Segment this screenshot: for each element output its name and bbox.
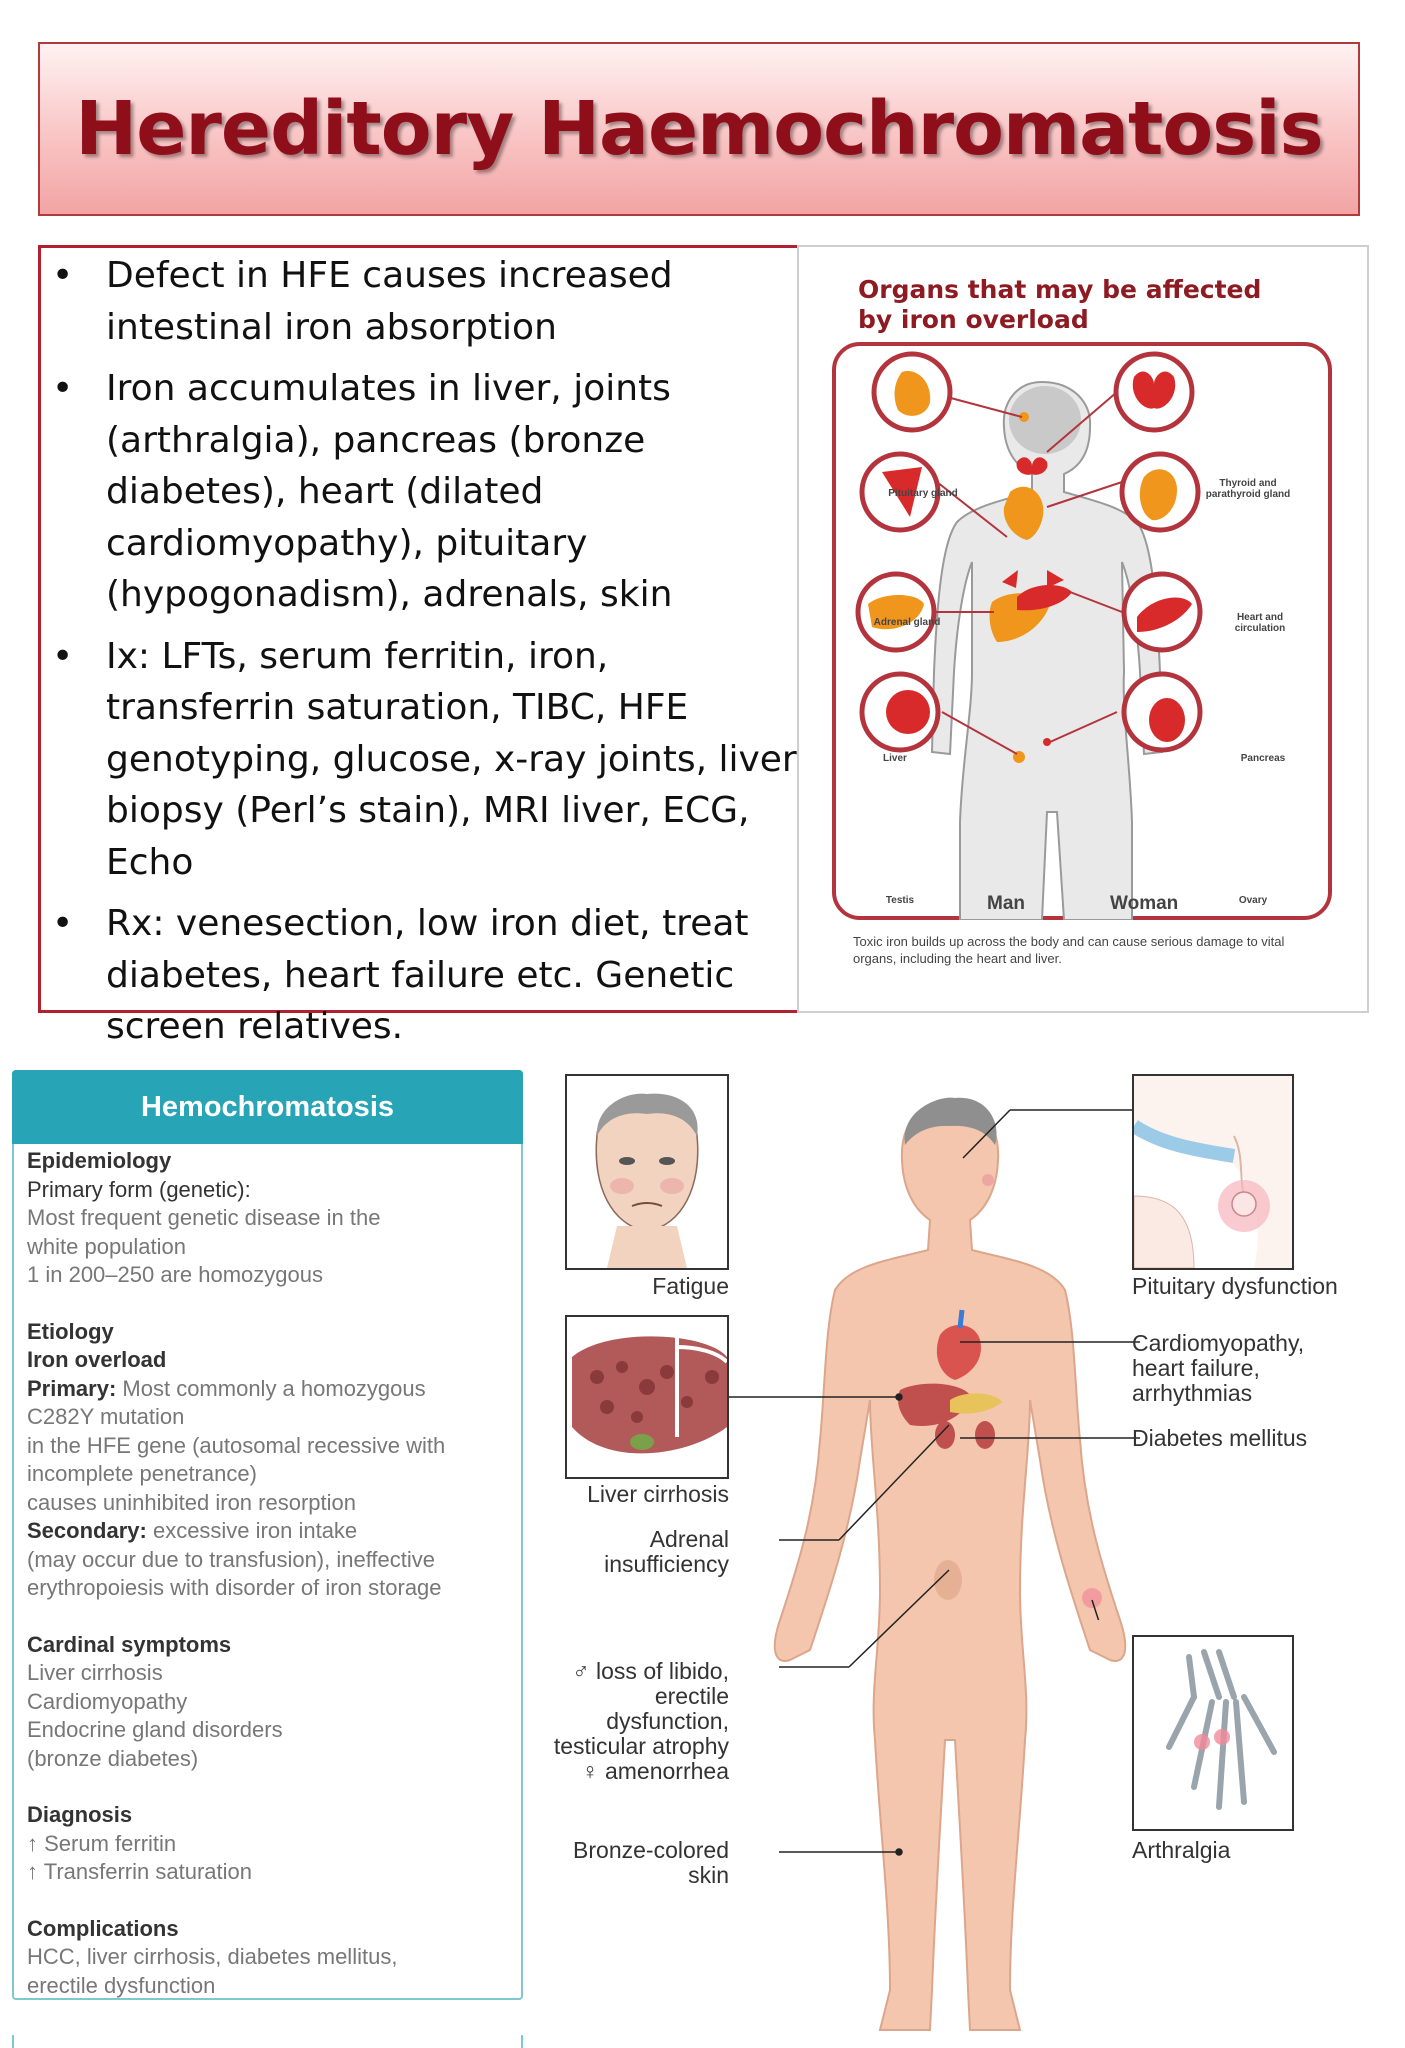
title-banner bbox=[38, 42, 1360, 216]
section-diagnosis bbox=[27, 1801, 517, 1887]
label-cardiomyopathy bbox=[1132, 1331, 1372, 1406]
label-woman: Woman bbox=[1110, 893, 1179, 914]
section-subheading: Primary form (genetic): bbox=[27, 1176, 251, 1202]
label-pituitary-dysfunction: Pituitary dysfunction bbox=[1132, 1273, 1338, 1299]
arthralgia-image bbox=[1132, 1635, 1294, 1831]
section-line: C282Y mutation bbox=[27, 1404, 185, 1429]
organs-figure-title: Organs that may be affected by iron overload bbox=[858, 275, 1262, 334]
label-cardio-line: arrhythmias bbox=[1132, 1380, 1253, 1406]
section-symptoms bbox=[27, 1631, 517, 1774]
section-heading: Epidemiology bbox=[27, 1148, 172, 1173]
label-man: Man bbox=[987, 893, 1025, 914]
section-line: Cardiomyopathy bbox=[27, 1688, 188, 1714]
section-line: ↑ Serum ferritin bbox=[27, 1830, 177, 1856]
label-testis: Testis bbox=[885, 895, 915, 906]
section-line: (bronze diabetes) bbox=[27, 1745, 199, 1771]
label-heart: Heart and circulation bbox=[1234, 612, 1286, 634]
label-thyroid: Thyroid and parathyroid gland bbox=[1205, 478, 1291, 500]
label-adrenal-line: Adrenal bbox=[649, 1526, 729, 1552]
pituitary-image bbox=[1132, 1074, 1294, 1270]
section-line: in the HFE gene (autosomal recessive with bbox=[27, 1432, 446, 1458]
page-title: Hereditory Haemochromatosis bbox=[75, 86, 1323, 172]
label-bronze-line: Bronze-colored bbox=[573, 1837, 729, 1863]
section-complications bbox=[27, 1915, 517, 2001]
primary-label: Primary: bbox=[27, 1375, 117, 1401]
section-heading: Complications bbox=[27, 1915, 179, 1941]
bullet-item: • Rx: venesection, low iron diet, treat diabetes, heart failure etc. Genetic screen relatives. bbox=[40, 898, 800, 1053]
label-bronze-skin bbox=[540, 1838, 729, 1888]
secondary-text: excessive iron intake bbox=[152, 1518, 358, 1543]
label-pancreas: Pancreas bbox=[1240, 753, 1286, 764]
label-adrenal-line: insufficiency bbox=[604, 1551, 729, 1577]
section-heading: Cardinal symptoms bbox=[27, 1631, 232, 1657]
section-line: erythropoiesis with disorder of iron storage bbox=[27, 1575, 442, 1600]
label-fatigue: Fatigue bbox=[652, 1273, 729, 1299]
section-etiology bbox=[27, 1318, 517, 1603]
label-diabetes: Diabetes mellitus bbox=[1132, 1425, 1308, 1451]
label-libido-line: ♀ amenorrhea bbox=[581, 1758, 729, 1784]
section-line: incomplete penetrance) bbox=[27, 1461, 257, 1486]
organs-caption: Toxic iron builds up across the body and can cause serious damage to vital organs, including the heart and liver. bbox=[853, 934, 1285, 966]
label-bronze-line: skin bbox=[688, 1862, 729, 1888]
section-subheading: Iron overload bbox=[27, 1347, 167, 1372]
label-cardio-line: Cardiomyopathy, bbox=[1132, 1330, 1305, 1356]
label-libido-line: dysfunction, bbox=[606, 1708, 729, 1734]
hand-skeleton-icon bbox=[1134, 1637, 1292, 1829]
secondary-label: Secondary: bbox=[27, 1518, 147, 1543]
section-line: white population bbox=[27, 1233, 187, 1259]
label-libido-line: testicular atrophy bbox=[553, 1733, 729, 1759]
bullet-item: • Iron accumulates in liver, joints (arthralgia), pancreas (bronze diabetes), heart (dilated cardiomyopathy), pituitary (hypogonadism), adrenals, skin bbox=[40, 363, 800, 621]
section-line: 1 in 200–250 are homozygous bbox=[27, 1262, 323, 1287]
pituitary-icon bbox=[1134, 1076, 1292, 1268]
label-cardio-line: heart failure, bbox=[1132, 1355, 1260, 1381]
testis-icon bbox=[886, 690, 930, 734]
next-card-edge bbox=[12, 2035, 523, 2048]
label-libido bbox=[520, 1659, 729, 1784]
card-header: Hemochromatosis bbox=[12, 1070, 523, 1144]
liver-image bbox=[565, 1315, 729, 1479]
label-liver: Liver bbox=[883, 753, 907, 764]
label-ovary: Ovary bbox=[1238, 895, 1268, 906]
label-libido-line: ♂ loss of libido, bbox=[572, 1658, 729, 1684]
section-line: (may occur due to transfusion), ineffective bbox=[27, 1546, 436, 1572]
section-line: Endocrine gland disorders bbox=[27, 1717, 283, 1742]
section-epidemiology bbox=[27, 1147, 517, 1290]
ovary-dot bbox=[1043, 738, 1051, 746]
section-line: Most frequent genetic disease in the bbox=[27, 1205, 381, 1230]
label-arthralgia: Arthralgia bbox=[1132, 1837, 1231, 1863]
face-icon bbox=[567, 1076, 727, 1268]
label-libido-line: erectile bbox=[654, 1683, 729, 1709]
section-line: HCC, liver cirrhosis, diabetes mellitus, bbox=[27, 1944, 398, 1969]
card-body bbox=[27, 1147, 517, 2028]
section-heading: Diagnosis bbox=[27, 1802, 133, 1827]
section-line: Liver cirrhosis bbox=[27, 1660, 163, 1685]
bullet-list bbox=[40, 250, 800, 1063]
label-adrenal bbox=[540, 1527, 729, 1577]
anatomy-pointer-lines-right bbox=[940, 1100, 1140, 1620]
primary-text: Most commonly a homozygous bbox=[122, 1375, 426, 1401]
brain-shape bbox=[1009, 386, 1081, 454]
section-line bbox=[27, 1375, 517, 1404]
section-line: causes uninhibited iron resorption bbox=[27, 1489, 356, 1515]
fatigue-image bbox=[565, 1074, 729, 1270]
label-pituitary: Pituitary gland bbox=[888, 488, 958, 499]
section-heading: Etiology bbox=[27, 1318, 114, 1344]
section-line bbox=[27, 1517, 517, 1546]
label-liver-cirrhosis: Liver cirrhosis bbox=[587, 1481, 729, 1507]
bullet-item: • Ix: LFTs, serum ferritin, iron, transferrin saturation, TIBC, HFE genotyping, glucose, x-ray joints, liver biopsy (Perl’s stain), MRI liver, ECG, Echo bbox=[40, 631, 800, 889]
liver-icon bbox=[567, 1317, 727, 1477]
bullet-item: • Defect in HFE causes increased intestinal iron absorption bbox=[40, 250, 800, 353]
ovary-icon bbox=[1149, 698, 1185, 742]
section-line: erectile dysfunction bbox=[27, 1972, 216, 1998]
label-adrenal: Adrenal gland bbox=[873, 617, 941, 628]
section-line: ↑ Transferrin saturation bbox=[27, 1859, 252, 1884]
